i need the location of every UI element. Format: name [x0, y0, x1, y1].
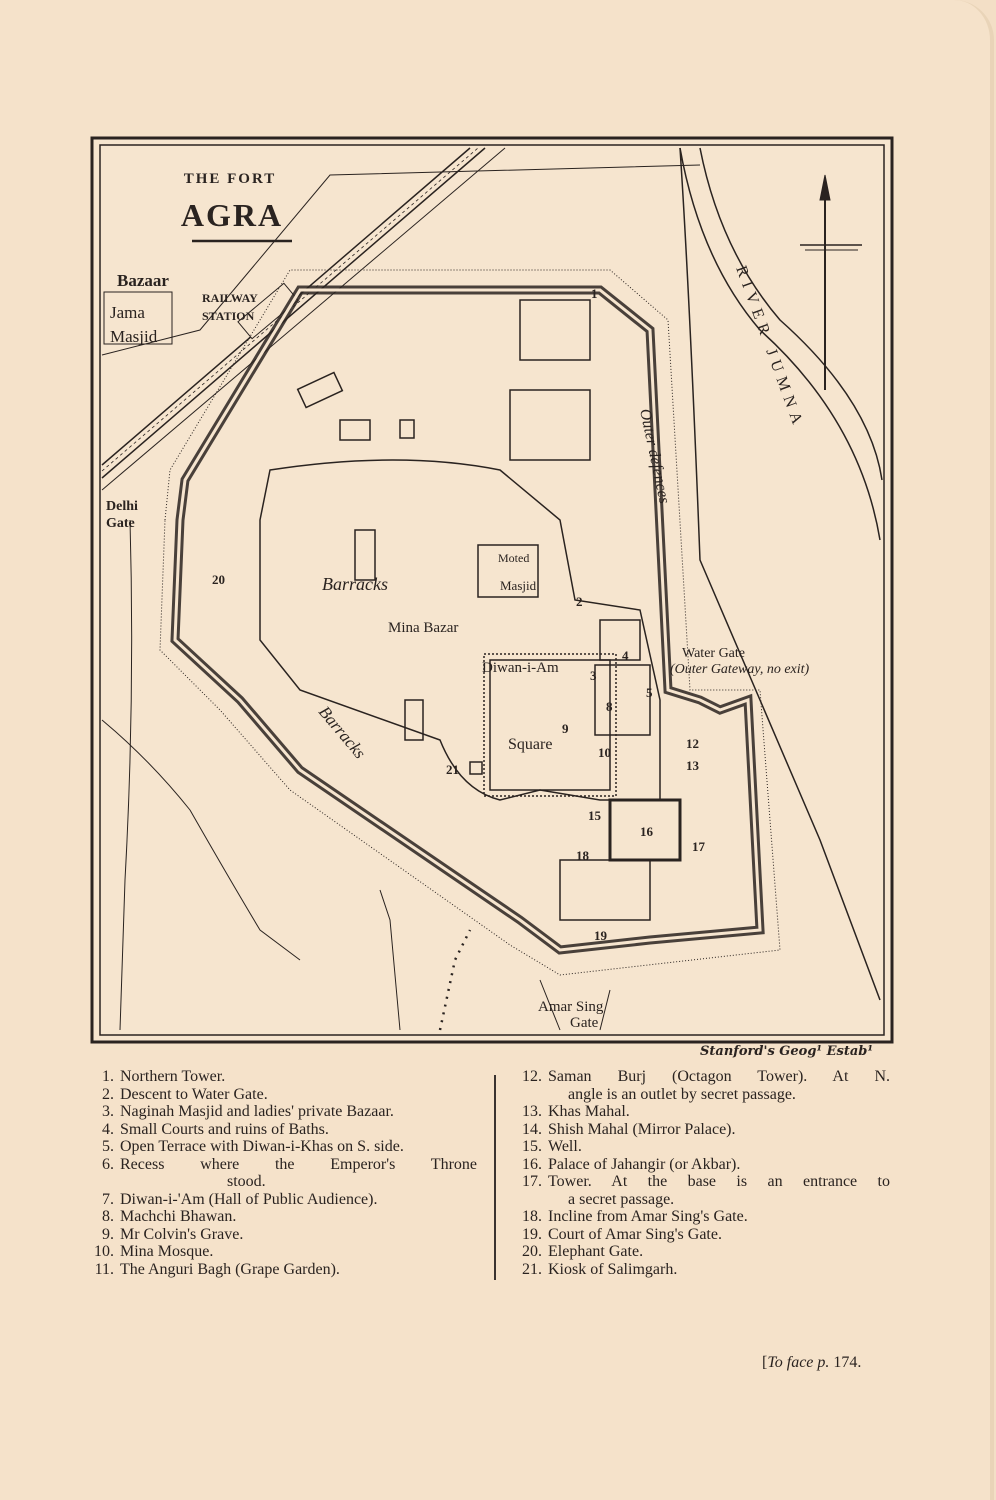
legend-item: 3. Naginah Masjid and ladies' private Bazaar. [102, 1103, 394, 1120]
marker-12: 12 [686, 736, 699, 751]
legend-item: 13. Khas Mahal. [522, 1103, 630, 1120]
legend-item: 11. The Anguri Bagh (Grape Garden). [94, 1260, 340, 1278]
legend-column-divider [494, 1075, 496, 1280]
legend-item: 16. Palace of Jahangir (or Akbar). [522, 1155, 741, 1173]
marker-18: 18 [576, 848, 589, 863]
label-river-jumna: RIVER JUMNA [732, 263, 808, 433]
marker-5: 5 [646, 685, 653, 700]
marker-9: 9 [562, 721, 569, 736]
label-station: STATION [202, 309, 255, 323]
legend-item: 19. Court of Amar Sing's Gate. [522, 1225, 722, 1243]
label-bazaar: Bazaar [117, 271, 169, 290]
label-square: Square [508, 736, 553, 753]
label-barracks-south: Barracks [314, 702, 370, 763]
legend-item: 5. Open Terrace with Diwan-i-Khas on S. side. [102, 1138, 404, 1155]
legend-item: 12. Saman Burj (Octagon Tower). At N. [522, 1068, 890, 1085]
marker-19: 19 [594, 928, 607, 943]
legend-item-continued: stood. [227, 1173, 266, 1190]
engraver-credit: Stanford's Geog¹ Estab¹ [700, 1044, 874, 1059]
marker-10: 10 [598, 745, 611, 760]
label-amar-sing: Amar Sing [538, 999, 604, 1015]
marker-17: 17 [692, 839, 705, 854]
map-subtitle: THE FORT [183, 171, 277, 187]
map-title: AGRA [180, 197, 284, 233]
legend-item: 20. Elephant Gate. [522, 1243, 644, 1260]
legend-item: 6. Recess where the Emperor's Throne [102, 1155, 477, 1173]
marker-3: 3 [590, 668, 597, 683]
map-outer-frame [92, 138, 892, 1042]
label-outer-gateway: (Outer Gateway, no exit) [670, 662, 810, 677]
marker-4: 4 [622, 648, 629, 663]
facing-page-note: [To face p. 174. [762, 1354, 862, 1371]
label-diwan-i-am: Diwan-i-Am [482, 660, 559, 676]
legend-item: 21. Kiosk of Salimgarh. [522, 1260, 678, 1278]
legend-item: 10. Mina Mosque. [94, 1243, 214, 1260]
label-water-gate: Water Gate [682, 646, 745, 661]
legend-item: 18. Incline from Amar Sing's Gate. [522, 1208, 748, 1225]
label-delhi: Delhi [106, 499, 138, 514]
legend-item: 15. Well. [522, 1138, 582, 1155]
label-moted-masjid: Masjid [500, 578, 537, 593]
legend-item: 1. Northern Tower. [102, 1068, 226, 1085]
legend-item: 7. Diwan-i-'Am (Hall of Public Audience). [102, 1190, 378, 1208]
label-moted: Moted [498, 551, 530, 565]
legend-item: 14. Shish Mahal (Mirror Palace). [522, 1120, 736, 1138]
label-jama: Jama [110, 303, 145, 322]
legend-left-column [82, 1068, 477, 1278]
label-jama-masjid: Masjid [110, 327, 158, 346]
label-railway: RAILWAY [202, 291, 258, 305]
marker-21: 21 [446, 762, 459, 777]
marker-20: 20 [212, 572, 225, 587]
label-mina-bazar: Mina Bazar [388, 620, 459, 636]
label-barracks-north: Barracks [322, 574, 388, 594]
marker-8: 8 [606, 699, 613, 714]
legend-item: 17. Tower. At the base is an entrance to [522, 1173, 890, 1190]
label-outer-defences: Outer defences [636, 407, 673, 506]
legend-item: 9. Mr Colvin's Grave. [102, 1225, 244, 1243]
marker-16: 16 [640, 824, 653, 839]
legend-right-column [510, 1068, 890, 1278]
marker-2: 2 [576, 594, 583, 609]
marker-1: 1 [591, 286, 598, 301]
legend-item: 4. Small Courts and ruins of Baths. [102, 1120, 329, 1138]
legend-item-continued: a secret passage. [568, 1190, 675, 1208]
label-amar-sing-gate: Gate [570, 1015, 599, 1031]
label-delhi-gate: Gate [106, 516, 135, 531]
marker-13: 13 [686, 758, 699, 773]
legend-item: 8. Machchi Bhawan. [102, 1208, 237, 1225]
marker-15: 15 [588, 808, 601, 823]
legend-item: 2. Descent to Water Gate. [102, 1085, 268, 1103]
legend-item-continued: angle is an outlet by secret passage. [568, 1085, 796, 1103]
